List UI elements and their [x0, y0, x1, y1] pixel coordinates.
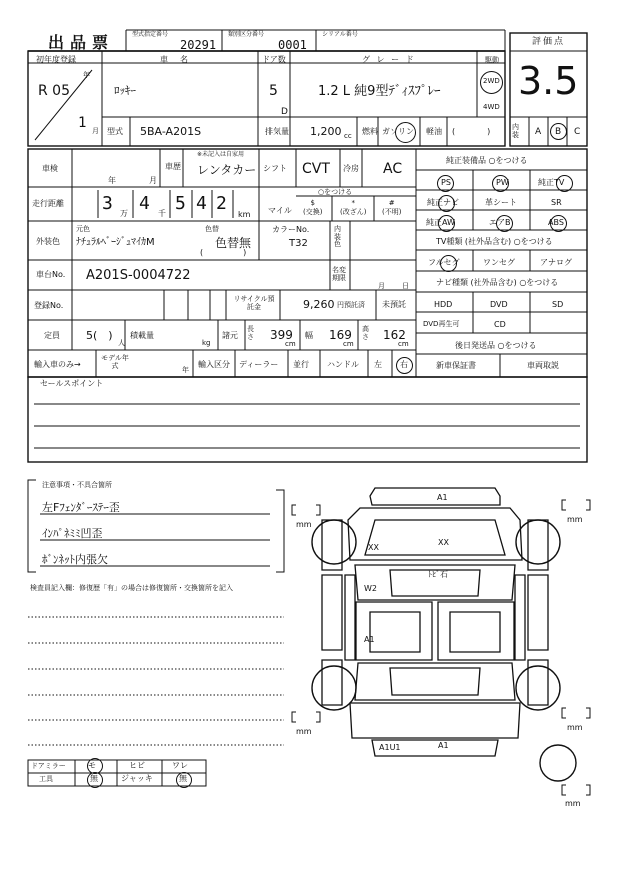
tools-item-jack: ジャッキ	[121, 774, 153, 783]
diagram-mark-a1-door: A1	[364, 635, 375, 644]
model-year-label: モデル年式	[101, 354, 129, 371]
capacity-label: 定員	[44, 331, 60, 340]
handle-left: 左	[374, 360, 382, 369]
genuine-item-leather: 革シート	[485, 198, 517, 207]
diagram-mark-xx-left: XX	[368, 543, 379, 552]
score-label: 評価点	[532, 37, 566, 47]
shift-label: シフト	[263, 164, 287, 173]
navi-item-cd: CD	[494, 320, 506, 329]
width-label: 幅	[305, 331, 313, 340]
notes-title: 注意事項・不具合箇所	[42, 481, 112, 489]
genuine-item-ps: PS	[441, 178, 451, 187]
model-value: 5BA-A201S	[140, 125, 202, 138]
later-item-manual: 車両取説	[527, 361, 559, 370]
doors-label: ドア数	[262, 55, 286, 64]
genuine-aw-circle	[438, 215, 455, 232]
genuine-item-navi: 純正ナビ	[427, 198, 459, 207]
first-reg-value: R 05	[38, 83, 70, 99]
height-value: 162	[383, 328, 406, 342]
light-label: 軽油	[426, 127, 442, 136]
tire-unit-spare: mm	[565, 799, 581, 808]
mile-option-unknown: # (不明)	[382, 199, 402, 217]
meigi-day: 日	[402, 282, 409, 290]
import-label: 輸入車のみ→	[34, 360, 81, 369]
interior-label: 内装	[512, 123, 519, 139]
handle-label: ハンドル	[327, 360, 359, 369]
mileage-digit-4: 4	[196, 193, 207, 214]
genuine-abs-circle	[550, 215, 567, 232]
grade-label: グ レ ー ド	[362, 55, 416, 64]
import-kind-parallel: 並行	[293, 360, 309, 369]
interior-grade-c: C	[574, 127, 581, 137]
mileage-digit-2: 4	[139, 193, 150, 214]
color-type-label: 色替	[205, 225, 219, 233]
diagram-mark-chip: ﾄﾋﾞ石	[428, 570, 448, 579]
shaken-label: 車検	[42, 164, 58, 173]
fuel-circle	[395, 122, 416, 143]
color-orig-label: 元色	[76, 225, 90, 233]
mirror-item-ware: ワレ	[172, 761, 188, 770]
katashiki-value: 20291	[180, 38, 217, 52]
interior-grade-circle	[550, 123, 567, 140]
navi-item-hdd: HDD	[434, 300, 453, 309]
height-label: 高さ	[362, 325, 369, 341]
genuine-pw-circle	[492, 175, 509, 192]
genuine-item-airbag: エアB	[489, 218, 511, 227]
score-value: 3.5	[518, 59, 579, 103]
recycle-no: 未預託	[382, 300, 406, 309]
color-type-value: 色替無	[215, 236, 252, 250]
import-kind-label: 輸入区分	[198, 360, 230, 369]
note-item-1: 左Fﾌｪﾝﾀﾞｰｽﾃｰ歪	[42, 501, 120, 514]
cooler-label: 冷房	[343, 164, 359, 173]
colorno-label: カラーNo.	[272, 225, 310, 234]
interior-color-label: 内装色	[334, 225, 341, 249]
car-name-label: 車 名	[160, 55, 190, 64]
genuine-item-sr: SR	[551, 198, 562, 207]
later-item-warranty: 新車保証書	[436, 361, 476, 370]
ruibetsu-value: 0001	[278, 38, 307, 52]
mileage-unit-km: km	[238, 210, 251, 219]
diagram-mark-a1u1: A1U1	[379, 743, 401, 752]
doors-suffix: D	[281, 107, 288, 117]
mileage-label: 走行距離	[32, 199, 64, 208]
diagram-mark-a1-rear: A1	[438, 741, 449, 750]
page-title: 出品票	[48, 33, 115, 52]
inspector-title: 検査員記入欄：修復歴「有」の場合は修復箇所・交換箇所を記入	[30, 584, 233, 592]
doors-value: 5	[269, 83, 278, 99]
diagram-mark-w2: W2	[364, 584, 377, 593]
mirror-label: ドアミラー	[31, 762, 66, 770]
tv-item-fullseg: フルセグ	[428, 258, 460, 267]
car-name-value: ﾛｯｷｰ	[114, 84, 136, 97]
first-reg-month: 1	[78, 115, 87, 131]
shareki-label: 車歴	[165, 162, 181, 171]
mile-option-tampered: * (改ざん)	[340, 199, 367, 217]
note-item-2: ｲﾝﾊﾟﾈﾐﾐ凹歪	[42, 527, 103, 540]
colorno-value: T32	[289, 238, 308, 249]
shareki-value: レンタカー	[197, 163, 257, 177]
navi-item-dvdplay: DVD再生可	[423, 320, 460, 328]
load-unit: kg	[202, 339, 211, 347]
tv-fullseg-circle	[440, 255, 457, 272]
handle-right: 右	[400, 360, 408, 369]
mile-option-exchange: $ (交換)	[303, 199, 323, 217]
displacement-label: 排気量	[265, 127, 289, 136]
color-label: 外装色	[36, 237, 60, 246]
tools-item-none1: 無	[90, 774, 98, 783]
tools-none1-circle	[87, 772, 103, 788]
drive-2wd-circle	[480, 71, 503, 94]
mileage-digit-5: 2	[216, 193, 227, 214]
recycle-unit: 円預託済	[337, 301, 365, 309]
model-year-unit: 年	[182, 366, 189, 374]
genuine-airbag-circle	[496, 215, 513, 232]
tire-unit-fr: mm	[567, 515, 583, 524]
first-reg-label: 初年度登録	[36, 55, 76, 64]
recycle-value: 9,260	[303, 298, 335, 311]
mileage-digit-3: 5	[175, 193, 186, 214]
grade-value: 1.2 L 純9型ﾃﾞｨｽﾌﾟﾚｰ	[318, 84, 441, 99]
interior-grade-b: B	[555, 127, 562, 137]
width-unit: cm	[343, 340, 354, 348]
ruibetsu-label: 類別区分番号	[228, 31, 265, 38]
drive-label: 駆動	[485, 56, 499, 64]
later-title: 後日発送品 ○をつける	[455, 341, 537, 350]
genuine-item-pw: PW	[496, 178, 509, 187]
shift-value: CVT	[302, 161, 330, 177]
genuine-title: 純正装備品 ○をつける	[446, 156, 528, 165]
navi-item-dvd: DVD	[490, 300, 508, 309]
handle-right-circle	[396, 357, 413, 374]
recycle-label: リサイクル預託金	[233, 295, 275, 312]
light-paren: ( )	[452, 127, 491, 136]
capacity-value: 5( )	[86, 329, 113, 342]
mileage-unit-sen: 千	[158, 209, 166, 218]
meigi-month: 月	[378, 282, 385, 290]
genuine-item-aw: 純正AW	[426, 218, 455, 227]
navi-title: ナビ種類 (社外品含む) ○をつける	[436, 278, 559, 287]
tools-none2-circle	[176, 772, 192, 788]
diagram-mark-xx-center: XX	[438, 538, 449, 547]
note-item-3: ﾎﾞﾝﾈｯﾄ内張欠	[42, 553, 108, 566]
reg-label: 登録No.	[34, 301, 64, 310]
color-paren: ( )	[200, 248, 247, 257]
displacement-value: 1,200	[310, 125, 342, 138]
capacity-unit: 人	[118, 339, 125, 347]
len-unit: cm	[285, 340, 296, 348]
tire-unit-rl: mm	[296, 727, 312, 736]
mile-label: マイル	[268, 206, 292, 215]
cooler-value: AC	[383, 161, 403, 177]
genuine-item-tv: 純正TV	[538, 178, 565, 187]
import-kind-dealer: ディーラー	[239, 360, 279, 369]
drive-2wd: 2WD	[483, 77, 500, 85]
load-label: 積載量	[130, 331, 154, 340]
meigi-label: 名変期限	[332, 266, 346, 283]
mirror-item-mo: モ	[88, 761, 96, 770]
diagram-mark-a1-top: A1	[437, 493, 448, 502]
dims-label: 諸元	[222, 331, 238, 340]
len-value: 399	[270, 328, 293, 342]
shareki-note: ※未記入は自家用	[197, 151, 245, 158]
width-value: 169	[329, 328, 352, 342]
genuine-navi-circle	[438, 195, 455, 212]
navi-item-sd: SD	[552, 300, 564, 309]
mileage-unit-man: 万	[120, 209, 128, 218]
height-unit: cm	[398, 340, 409, 348]
drive-4wd: 4WD	[483, 103, 500, 111]
displacement-unit: cc	[344, 132, 352, 140]
mileage-digit-1: 3	[102, 193, 113, 214]
chassis-value: A201S-0004722	[86, 268, 191, 283]
model-label: 型式	[107, 127, 123, 136]
katashiki-label: 型式指定番号	[132, 31, 169, 38]
tools-label: 工具	[39, 775, 53, 783]
serial-label: シリアル番号	[322, 31, 358, 38]
tire-unit-fl: mm	[296, 520, 312, 529]
shaken-month-unit: 月	[149, 176, 157, 185]
tv-item-oneseg: ワンセグ	[483, 258, 515, 267]
mirror-item-hibi: ヒビ	[129, 761, 145, 770]
tv-item-analog: アナログ	[540, 258, 572, 267]
fuel-value: ガソリン	[382, 127, 414, 136]
color-orig-value: ﾅﾁｭﾗﾙﾍﾞｰｼﾞｭﾏｲｶM	[76, 237, 155, 248]
shaken-year-unit: 年	[108, 176, 116, 185]
genuine-tv-circle	[556, 175, 573, 192]
chassis-label: 車台No.	[36, 270, 66, 279]
sales-point-label: セールスポイント	[40, 379, 104, 388]
fuel-label: 燃料	[362, 127, 378, 136]
first-reg-year-suffix: 年	[83, 71, 90, 79]
interior-grade-a: A	[535, 127, 542, 137]
len-label: 長さ	[247, 325, 254, 341]
tv-title: TV種類 (社外品含む) ○をつける	[436, 237, 553, 246]
genuine-ps-circle	[437, 175, 454, 192]
genuine-item-abs: ABS	[548, 218, 564, 227]
first-reg-month-suffix: 月	[92, 127, 99, 135]
tools-item-none2: 無	[179, 774, 187, 783]
mile-mark-note: ○をつける	[318, 188, 353, 196]
tire-unit-rr: mm	[567, 723, 583, 732]
